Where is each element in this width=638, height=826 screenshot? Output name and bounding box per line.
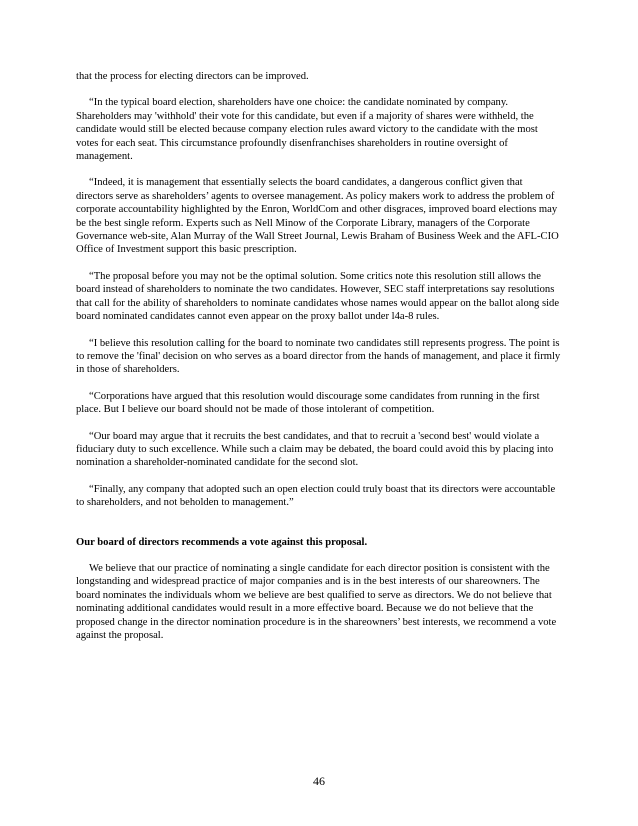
document-body xyxy=(76,70,562,642)
paragraph-typical-board-election: “In the typical board election, shareholders have one choice: the candidate nominated by company. Shareholders may 'withhold' their vote for this candidate, but even if a majority of shares were withheld, the candidate would still be elected because company election rules award victory to the candidate with the most votes for each seat. This circumstance profoundly disenfranchises shareholders in routine oversight of management. xyxy=(76,97,538,163)
paragraph-recruits-best: “Our board may argue that it recruits the best candidates, and that to recruit a 'second best' would violate a fiduciary duty to such excellence. While such a claim may be debated, the board could avoid this by placing into nomination a shareholder-nominated candidate for the second slot. xyxy=(76,430,554,469)
recommendation-text: We believe that our practice of nominating a single candidate for each director position is consistent with the longstanding and widespread practice of major companies and is in the best interests of our shareowners. The board nominates the individuals whom we believe are best qualified to serve as directors. We do not believe that nominating additional candidates would result in a more effective board. Because we do not believe that the proposed change in the director nomination procedure is in the shareowners’ best interests, we recommend a vote against the proposal. xyxy=(76,562,557,641)
page-number: 46 xyxy=(313,774,325,788)
recommendation-heading: Our board of directors recommends a vote against this proposal. xyxy=(76,536,368,548)
paragraph-management-selects: “Indeed, it is management that essentially selects the board candidates, a dangerous conflict given that directors serve as shareholders’ agents to oversee management. As policy makers work to address the problem of corporate accountability highlighted by the Enron, WorldCom and other disgraces, improved board elections may be the best single reform. Experts such as Nell Minow of the Corporate Library, managers of the Corporate Governance web-site, Alan Murray of the Wall Street Journal, Lewis Braham of Business Week and the AFL-CIO Office of Investment support this basic prescription. xyxy=(76,177,559,256)
paragraph-continuation: that the process for electing directors can be improved. xyxy=(76,71,309,82)
paragraph-open-election: “Finally, any company that adopted such an open election could truly boast that its directors were accountable to shareholders, and not beholden to management.” xyxy=(76,483,556,509)
paragraph-represents-progress: “I believe this resolution calling for the board to nominate two candidates still represents progress. The point is to remove the 'final' decision on who serves as a board director from the hands of management, and place it firmly in those of shareholders. xyxy=(76,337,561,376)
paragraph-discourage-candidates: “Corporations have argued that this resolution would discourage some candidates from running in the first place. But I believe our board should not be made of those intolerant of competition. xyxy=(76,390,540,416)
paragraph-proposal-not-optimal: “The proposal before you may not be the optimal solution. Some critics note this resolution still allows the board instead of shareholders to nominate the two candidates. However, SEC staff interpretations say resolutions that call for the ability of shareholders to nominate candidates whose names would appear on the ballot along side board nominated candidates cannot even appear on the proxy ballot under l4a-8 rules. xyxy=(76,270,560,323)
